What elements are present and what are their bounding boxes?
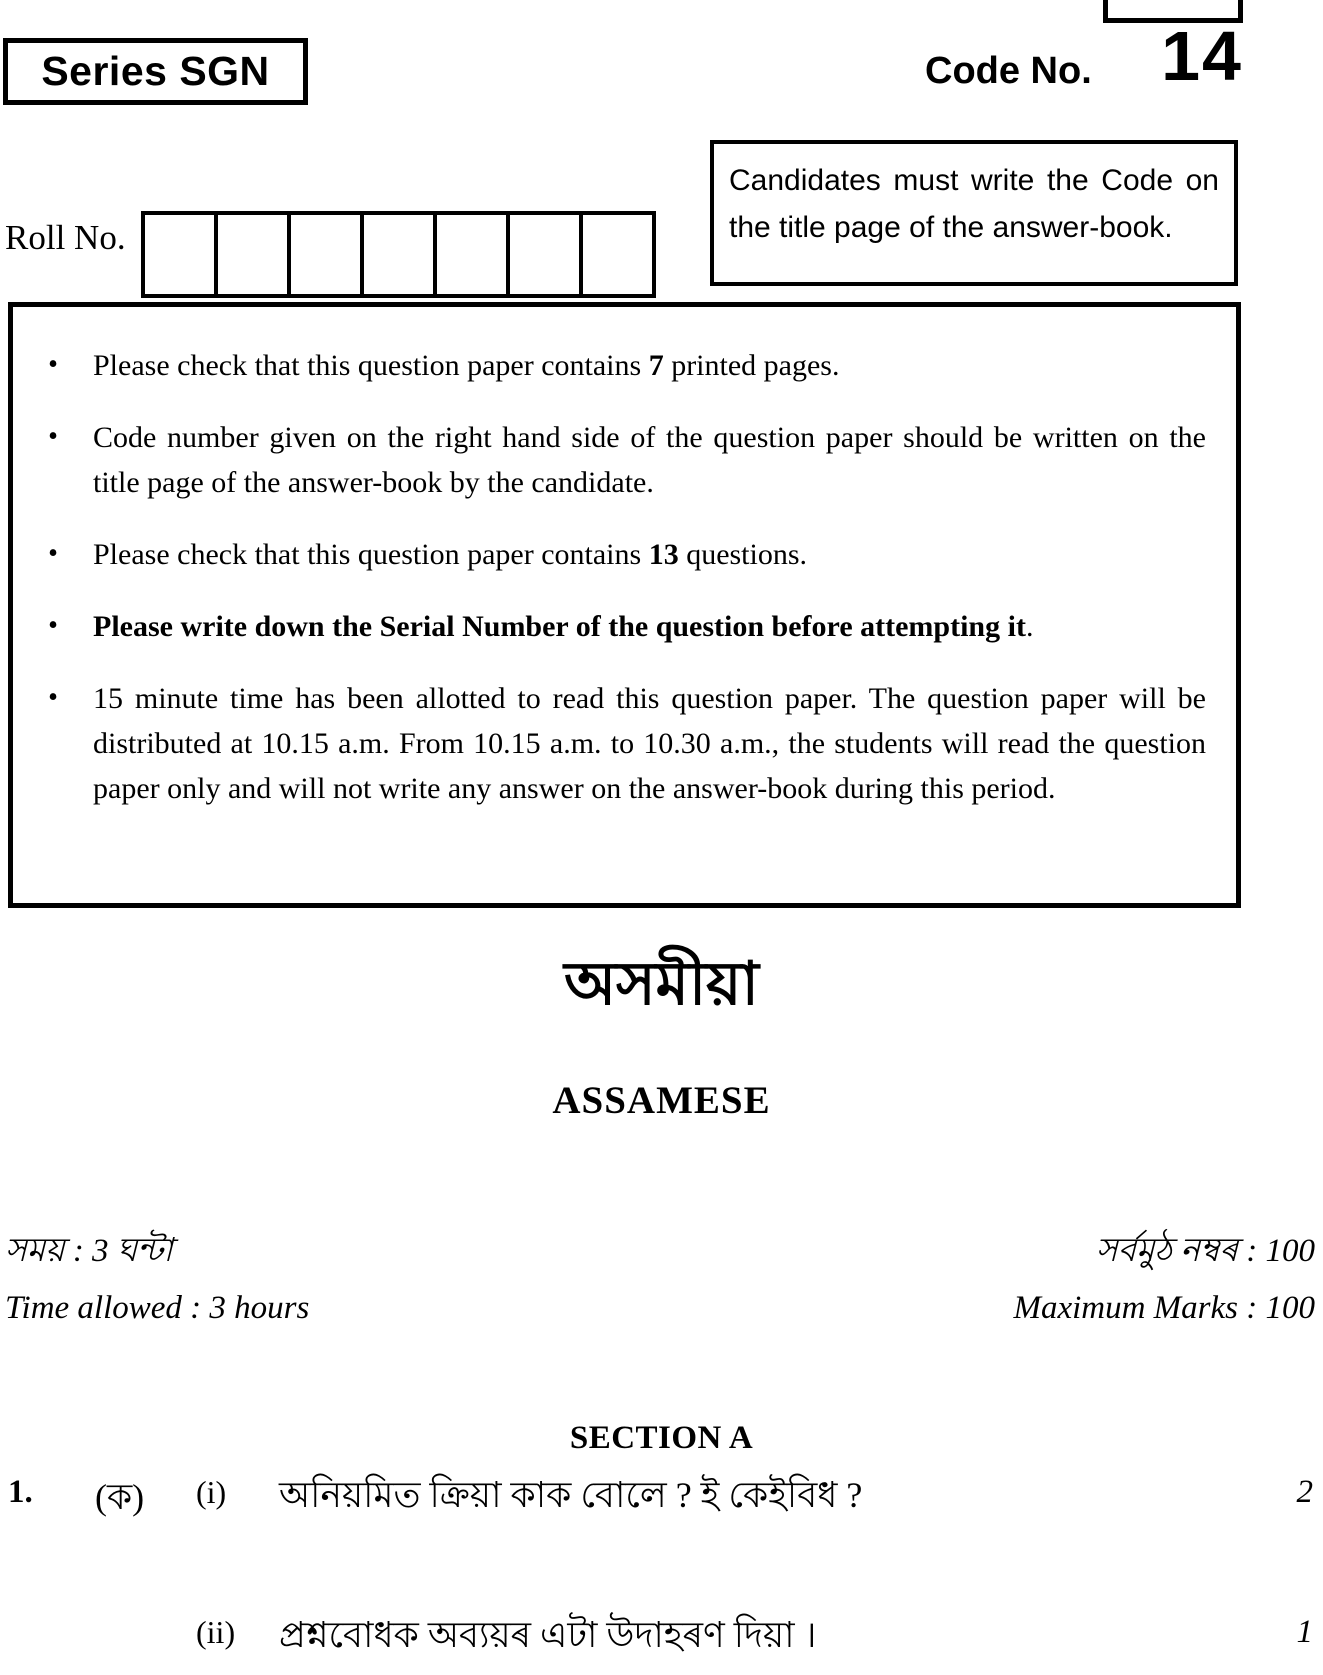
instruction-list: [13, 343, 1206, 811]
roll-number-box[interactable]: [141, 211, 218, 298]
bullet-icon: •: [48, 610, 58, 641]
roll-number-box[interactable]: [433, 211, 510, 298]
series-label: Series SGN: [41, 48, 270, 94]
meta-row-english: [5, 1290, 1315, 1327]
roll-number-boxes: [141, 211, 656, 298]
roll-no-label: Roll No.: [5, 218, 126, 257]
roll-number-box[interactable]: [506, 211, 583, 298]
meta-row-assamese: [5, 1224, 1315, 1280]
bullet-icon: •: [48, 538, 58, 569]
question-number: 1.: [8, 1474, 33, 1510]
time-allowed-assamese: সময় : 3 ঘন্টা: [5, 1233, 173, 1269]
series-box: [3, 38, 308, 105]
instruction-item: [13, 343, 1206, 388]
question-marks: 1: [1296, 1614, 1313, 1650]
code-no-label: Code No.: [925, 50, 1092, 92]
question-number: [8, 1610, 95, 1614]
instruction-item: [13, 676, 1206, 811]
question-subpart-label: (ii): [196, 1614, 236, 1650]
question-part-label: (ক): [95, 1477, 145, 1517]
maximum-marks-english: Maximum Marks : 100: [1013, 1290, 1315, 1326]
instruction-text: Please check that this question paper contains 7 printed pages.: [93, 349, 840, 382]
roll-number-box[interactable]: [287, 211, 364, 298]
code-no-value: 14: [1161, 17, 1243, 95]
paper-title-english: ASSAMESE: [552, 1079, 771, 1122]
instruction-item: [13, 415, 1206, 505]
roll-number-box[interactable]: [579, 211, 656, 298]
instruction-item: [13, 604, 1206, 649]
instruction-box: [8, 302, 1241, 908]
instruction-text: 15 minute time has been allotted to read this question paper. The question paper will be distributed at 10.15 a.m. From 10.15 a.m. to 10.30 a.m., the students will read the question paper only and will not write any answer on the answer-book during this period.: [93, 682, 1206, 805]
question-text: প্ৰশ্নবোধক অব্যয়ৰ এটা উদাহৰণ দিয়া ।: [279, 1615, 817, 1655]
bullet-icon: •: [48, 349, 58, 380]
instruction-item: [13, 532, 1206, 577]
paper-title-assamese: অসমীয়া: [564, 951, 759, 1017]
candidates-note-text: Candidates must write the Code on the title page of the answer-book.: [729, 164, 1219, 245]
roll-number-box[interactable]: [360, 211, 437, 298]
instruction-text: Code number given on the right hand side of the question paper should be written on the title page of the answer-book by the candidate.: [93, 421, 1206, 499]
candidates-note-box: [710, 140, 1238, 286]
maximum-marks-assamese: সৰ্বমুঠ নম্বৰ : 100: [1095, 1233, 1315, 1269]
question-marks: 2: [1296, 1474, 1313, 1510]
instruction-text: Please write down the Serial Number of the question before attempting it.: [93, 610, 1034, 643]
roll-number-box[interactable]: [214, 211, 291, 298]
time-allowed-english: Time allowed : 3 hours: [5, 1290, 310, 1326]
bullet-icon: •: [48, 682, 58, 713]
section-a-heading: SECTION A: [569, 1420, 754, 1456]
bullet-icon: •: [48, 421, 58, 452]
question-row: [8, 1610, 1313, 1660]
instruction-text: Please check that this question paper contains 13 questions.: [93, 538, 808, 571]
question-text: অনিয়মিত ক্ৰিয়া কাক বোলে ? ই কেইবিধ ?: [279, 1475, 863, 1515]
question-subpart-label: (i): [196, 1474, 227, 1510]
question-row: [8, 1470, 1313, 1530]
